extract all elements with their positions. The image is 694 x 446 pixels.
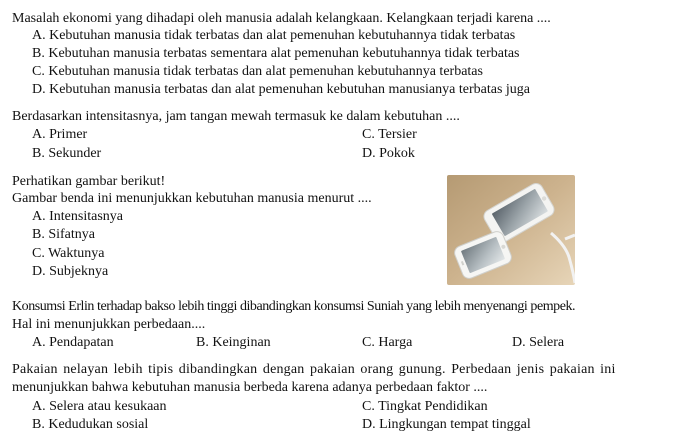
question-3-option-d[interactable]: D. Subjeknya [32,264,109,279]
question-5-stem-line-1: Pakaian nelayan lebih tipis dibandingkan dengan pakaian orang gunung. Perbedaan jenis pakaian ini [12,362,616,377]
question-3-option-c[interactable]: C. Waktunya [32,246,105,261]
question-2-option-d[interactable]: D. Pokok [362,146,415,161]
question-3-option-b[interactable]: B. Sifatnya [32,227,95,242]
smartphones-photo [447,175,575,285]
question-4-stem-line-2: Hal ini menunjukkan perbedaan.... [12,317,206,332]
question-1-option-d[interactable]: D. Kebutuhan manusia terbatas dan alat pemenuhan kebutuhan manusianya terbatas juga [32,82,530,97]
question-1-stem: Masalah ekonomi yang dihadapi oleh manusia adalah kelangkaan. Kelangkaan terjadi karena .... [12,11,551,26]
smartphones-illustration [447,175,575,285]
question-4-option-c[interactable]: C. Harga [362,335,413,350]
question-1-option-c[interactable]: C. Kebutuhan manusia tidak terbatas dan alat pemenuhan kebutuhannya terbatas [32,64,483,79]
question-4-option-b[interactable]: B. Keinginan [196,335,271,350]
question-1-option-b[interactable]: B. Kebutuhan manusia terbatas sementara alat pemenuhan kebutuhannya tidak terbatas [32,46,520,61]
question-1-option-a[interactable]: A. Kebutuhan manusia tidak terbatas dan alat pemenuhan kebutuhannya tidak terbatas [32,28,516,43]
question-2-option-b[interactable]: B. Sekunder [32,146,102,161]
question-2-option-c[interactable]: C. Tersier [362,127,417,142]
question-5-option-b[interactable]: B. Kedudukan sosial [32,417,149,432]
question-5-option-a[interactable]: A. Selera atau kesukaan [32,399,167,414]
question-4-option-a[interactable]: A. Pendapatan [32,335,114,350]
question-3-stem-line-2: Gambar benda ini menunjukkan kebutuhan manusia menurut .... [12,191,372,206]
question-4-stem-line-1: Konsumsi Erlin terhadap bakso lebih tinggi dibandingkan konsumsi Suniah yang lebih menyenangi pempek. [12,299,576,314]
question-2-stem: Berdasarkan intensitasnya, jam tangan mewah termasuk ke dalam kebutuhan .... [12,109,460,124]
question-4-option-d[interactable]: D. Selera [512,335,565,350]
question-5-option-c[interactable]: C. Tingkat Pendidikan [362,399,488,414]
question-5-stem-line-2: menunjukkan bahwa kebutuhan manusia berbeda karena adanya perbedaan faktor .... [12,380,488,395]
question-3-stem-line-1: Perhatikan gambar berikut! [12,174,166,189]
question-2-option-a[interactable]: A. Primer [32,127,88,142]
question-5-option-d[interactable]: D. Lingkungan tempat tinggal [362,417,531,432]
question-3-option-a[interactable]: A. Intensitasnya [32,209,123,224]
